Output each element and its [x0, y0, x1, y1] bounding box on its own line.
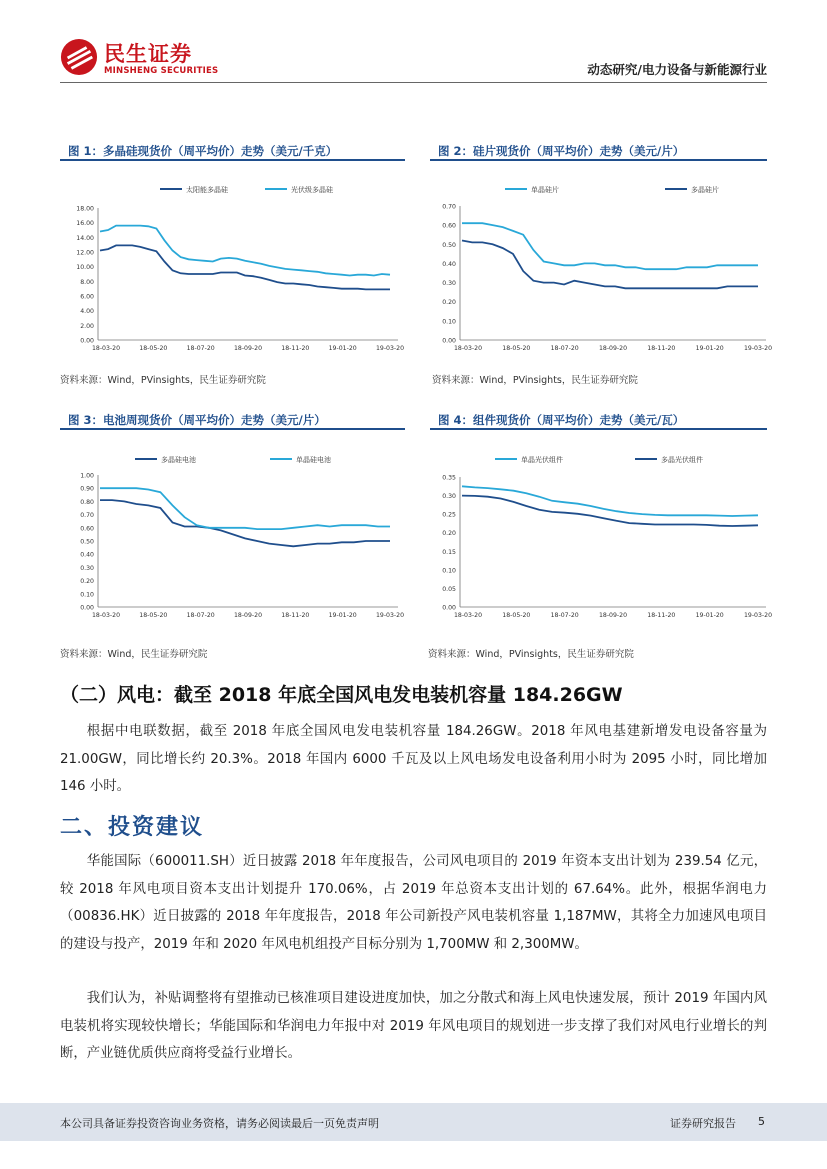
- y-tick-label: 16.00: [76, 220, 94, 228]
- y-tick-label: 0.10: [442, 567, 456, 575]
- y-tick-label: 0.40: [80, 551, 94, 559]
- y-tick-label: 0.60: [442, 222, 456, 230]
- y-tick-label: 10.00: [76, 264, 94, 272]
- figure-1-rule: [60, 159, 405, 161]
- x-tick-label: 18-07-20: [550, 612, 579, 619]
- figure-4-source: 资料来源：Wind，PVinsights，民生证券研究院: [428, 649, 634, 660]
- wind-paragraph: 根据中电联数据，截至 2018 年底全国风电发电装机容量 184.26GW。2018 年风电基建新增发电设备容量为 21.00GW，同比增长约 20.3%。2018 年国内 6000 千瓦及以上风电场发电设备利用小时为 2095 小时，同比增加 146 小时。: [60, 724, 767, 794]
- y-tick-label: 0.70: [442, 203, 456, 211]
- x-tick-label: 18-07-20: [186, 345, 215, 352]
- series-line-2: [462, 241, 758, 289]
- y-tick-label: 0.00: [80, 337, 94, 345]
- page-header: [0, 0, 827, 88]
- y-tick-label: 18.00: [76, 205, 94, 213]
- x-tick-label: 18-09-20: [233, 612, 263, 619]
- x-tick-label: 18-11-20: [281, 345, 310, 352]
- x-tick-label: 18-03-20: [91, 612, 121, 619]
- x-tick-label: 18-09-20: [598, 612, 628, 619]
- x-tick-label: 18-09-20: [233, 345, 263, 352]
- header-divider: [60, 82, 767, 83]
- figure-1-source: 资料来源：Wind，PVinsights，民生证券研究院: [60, 375, 266, 386]
- x-tick-label: 18-11-20: [647, 612, 676, 619]
- y-tick-label: 0.50: [80, 538, 94, 546]
- x-tick-label: 19-03-20: [375, 345, 405, 352]
- legend-label-1: 单晶硅片: [531, 186, 559, 194]
- chart-module: [430, 455, 773, 635]
- y-tick-label: 4.00: [80, 308, 94, 316]
- x-tick-label: 18-11-20: [281, 612, 310, 619]
- footer-disclaimer: 本公司具备证券投资咨询业务资格，请务必阅读最后一页免责声明: [60, 1117, 379, 1130]
- series-line-1: [462, 486, 758, 516]
- figure-1-title: 图 1：多晶硅现货价（周平均价）走势（美元/千克）: [68, 144, 338, 158]
- figure-2-rule: [430, 159, 767, 161]
- legend-label-2: 光伏级多晶硅: [291, 186, 333, 194]
- x-tick-label: 19-01-20: [328, 612, 357, 619]
- x-tick-label: 18-05-20: [502, 612, 531, 619]
- legend-label-1: 多晶硅电池: [161, 456, 196, 464]
- series-line-1: [100, 245, 390, 289]
- y-tick-label: 0.20: [80, 578, 94, 586]
- y-tick-label: 0.50: [442, 241, 456, 249]
- legend-label-2: 多晶硅片: [691, 186, 719, 194]
- y-tick-label: 0.30: [442, 493, 456, 501]
- x-tick-label: 19-03-20: [375, 612, 405, 619]
- legend-label-2: 多晶光伏组件: [661, 456, 703, 464]
- x-tick-label: 18-05-20: [502, 345, 531, 352]
- figure-4-title: 图 4：组件现货价（周平均价）走势（美元/瓦）: [438, 413, 685, 427]
- figure-2-title: 图 2：硅片现货价（周平均价）走势（美元/片）: [438, 144, 685, 158]
- y-tick-label: 0.90: [80, 485, 94, 493]
- y-tick-label: 14.00: [76, 234, 94, 242]
- page-footer: [0, 1103, 827, 1141]
- chart-polysilicon: [60, 185, 405, 360]
- x-tick-label: 18-05-20: [139, 345, 168, 352]
- y-tick-label: 0.00: [80, 604, 94, 612]
- x-tick-label: 18-05-20: [139, 612, 168, 619]
- minsheng-logo-icon: [60, 38, 98, 76]
- figure-4-rule: [430, 428, 767, 430]
- x-tick-label: 19-01-20: [695, 345, 724, 352]
- y-tick-label: 6.00: [80, 293, 94, 301]
- y-tick-label: 0.35: [442, 474, 456, 482]
- y-tick-label: 0.30: [442, 280, 456, 288]
- series-line-2: [100, 226, 390, 276]
- y-tick-label: 0.10: [442, 318, 456, 326]
- investment-paragraph-1: 华能国际（600011.SH）近日披露 2018 年年度报告，公司风电项目的 2019 年资本支出计划为 239.54 亿元，较 2018 年风电项目资本支出计划提升 170.06%，占 2019 年总资本支出计划的 67.64%。此外，根据华润电力（00836.HK）近日披露的 2018 年年度报告，2018 年公司新投产风电装机容量 1,187MW，其将全力加速风电项目的建设与投产，2019 年和 2020 年风电机组投产目标分别为 1,700MW 和 2,300MW。: [60, 854, 767, 952]
- y-tick-label: 0.60: [80, 525, 94, 533]
- legend-label-2: 单晶硅电池: [296, 456, 331, 464]
- series-line-2: [100, 488, 390, 529]
- series-line-1: [100, 500, 390, 546]
- chart-wafer: [430, 185, 773, 360]
- report-type: 动态研究/电力设备与新能源行业: [587, 62, 767, 77]
- x-tick-label: 19-01-20: [328, 345, 357, 352]
- y-tick-label: 8.00: [80, 278, 94, 286]
- x-tick-label: 19-03-20: [743, 345, 773, 352]
- y-tick-label: 0.40: [442, 260, 456, 268]
- x-tick-label: 18-09-20: [598, 345, 628, 352]
- x-tick-label: 18-03-20: [91, 345, 121, 352]
- logo-text-cn: 民生证券: [104, 42, 192, 66]
- y-tick-label: 0.15: [442, 548, 456, 556]
- y-tick-label: 0.20: [442, 299, 456, 307]
- figure-2-source: 资料来源：Wind，PVinsights，民生证券研究院: [432, 375, 638, 386]
- y-tick-label: 2.00: [80, 322, 94, 330]
- y-tick-label: 0.00: [442, 604, 456, 612]
- x-tick-label: 18-03-20: [453, 612, 483, 619]
- chart-cell: [60, 455, 405, 635]
- x-tick-label: 18-11-20: [647, 345, 676, 352]
- figure-3-title: 图 3：电池周现货价（周平均价）走势（美元/片）: [68, 413, 326, 427]
- logo-text-en: MINSHENG SECURITIES: [104, 66, 219, 76]
- y-tick-label: 12.00: [76, 249, 94, 257]
- x-tick-label: 18-07-20: [186, 612, 215, 619]
- x-tick-label: 18-07-20: [550, 345, 579, 352]
- footer-report-label: 证券研究报告: [670, 1117, 736, 1130]
- x-tick-label: 19-01-20: [695, 612, 724, 619]
- y-tick-label: 0.25: [442, 511, 456, 519]
- y-tick-label: 0.70: [80, 512, 94, 520]
- wind-section-heading: （二）风电：截至 2018 年底全国风电发电装机容量 184.26GW: [60, 684, 623, 706]
- figure-3-source: 资料来源：Wind，民生证券研究院: [60, 649, 208, 660]
- x-tick-label: 18-03-20: [453, 345, 483, 352]
- legend-label-1: 单晶光伏组件: [521, 456, 563, 464]
- figure-3-rule: [60, 428, 405, 430]
- legend-label-1: 太阳能多晶硅: [186, 186, 228, 194]
- y-tick-label: 0.30: [80, 564, 94, 572]
- y-tick-label: 0.20: [442, 530, 456, 538]
- investment-paragraph-2: 我们认为，补贴调整将有望推动已核准项目建设进度加快，加之分散式和海上风电快速发展，预计 2019 年国内风电装机将实现较快增长；华能国际和华润电力年报中对 2019 年风电项目的规划进一步支撑了我们对风电行业增长的判断，产业链优质供应商将受益行业增长。: [60, 991, 767, 1061]
- page-number: 5: [758, 1115, 765, 1128]
- x-tick-label: 19-03-20: [743, 612, 773, 619]
- y-tick-label: 0.10: [80, 591, 94, 599]
- y-tick-label: 1.00: [80, 472, 94, 480]
- y-tick-label: 0.00: [442, 337, 456, 345]
- y-tick-label: 0.05: [442, 585, 456, 593]
- investment-advice-heading: 二、投资建议: [60, 815, 205, 840]
- y-tick-label: 0.80: [80, 498, 94, 506]
- series-line-1: [462, 223, 758, 269]
